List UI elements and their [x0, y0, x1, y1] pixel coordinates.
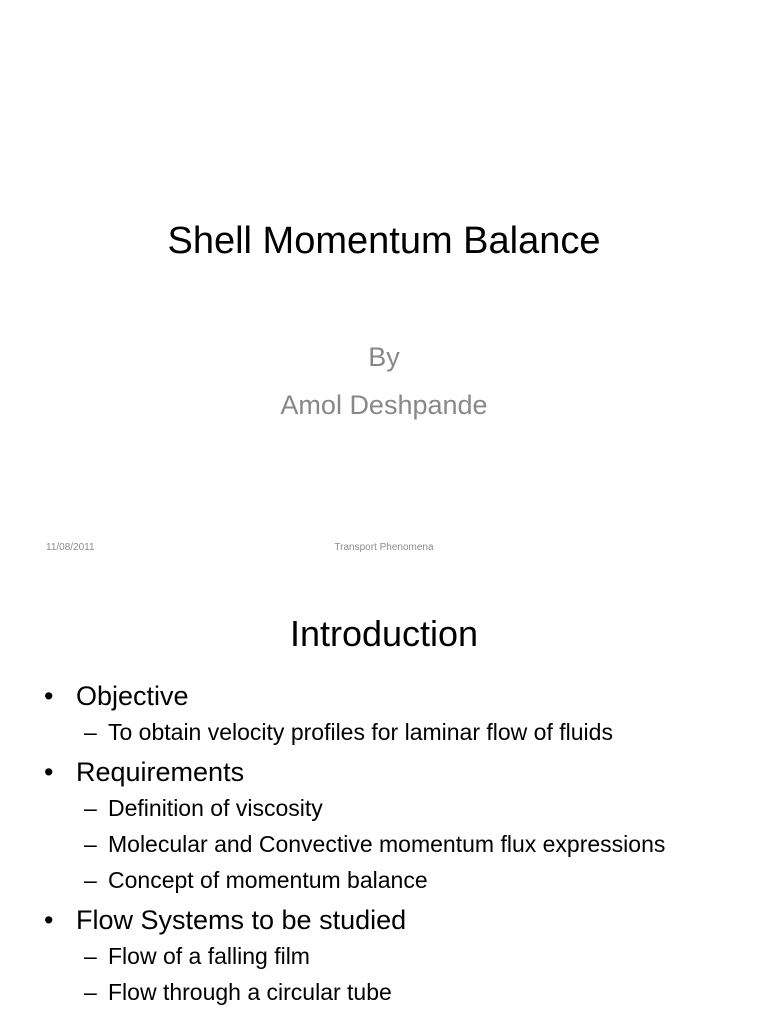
bullet-list [44, 678, 754, 1010]
sub-bullet-item [44, 826, 754, 862]
sub-bullet-item [44, 938, 754, 974]
bullet-item [44, 678, 754, 714]
sub-bullet-item [44, 790, 754, 826]
sub-bullet-item [44, 862, 754, 898]
bullet-label: Requirements [76, 757, 245, 787]
bullet-label: Objective [76, 681, 189, 711]
sub-bullet-text: Molecular and Convective momentum flux expressions [108, 831, 666, 857]
footer-date: 11/08/2011 [46, 542, 95, 553]
dash-icon: – [84, 795, 97, 821]
bullet-label: Flow Systems to be studied [76, 905, 407, 935]
sub-bullet-text: Flow of a falling film [108, 943, 310, 969]
footer-course: Transport Phenomena [334, 542, 434, 553]
subtitle-author: Amol Deshpande [280, 390, 488, 420]
slide-title: Shell Momentum Balance [167, 220, 601, 262]
sub-bullet-item [44, 714, 754, 750]
bullet-icon: • [44, 681, 54, 711]
slide-subtitle [0, 333, 768, 429]
dash-icon: – [84, 719, 97, 745]
bullet-icon: • [44, 905, 54, 935]
slide-title: Introduction [289, 613, 479, 654]
bullet-item [44, 902, 754, 938]
subtitle-by: By [368, 342, 400, 372]
dash-icon: – [84, 831, 97, 857]
bullet-item [44, 754, 754, 790]
bullet-icon: • [44, 757, 54, 787]
sub-bullet-item [44, 974, 754, 1010]
dash-icon: – [84, 943, 97, 969]
dash-icon: – [84, 979, 97, 1005]
sub-bullet-text: Concept of momentum balance [108, 867, 428, 893]
sub-bullet-text: Flow through a circular tube [108, 979, 392, 1005]
introduction-slide [0, 576, 768, 1024]
dash-icon: – [84, 867, 97, 893]
sub-bullet-text: Definition of viscosity [108, 795, 323, 821]
sub-bullet-text: To obtain velocity profiles for laminar flow of fluids [108, 719, 613, 745]
